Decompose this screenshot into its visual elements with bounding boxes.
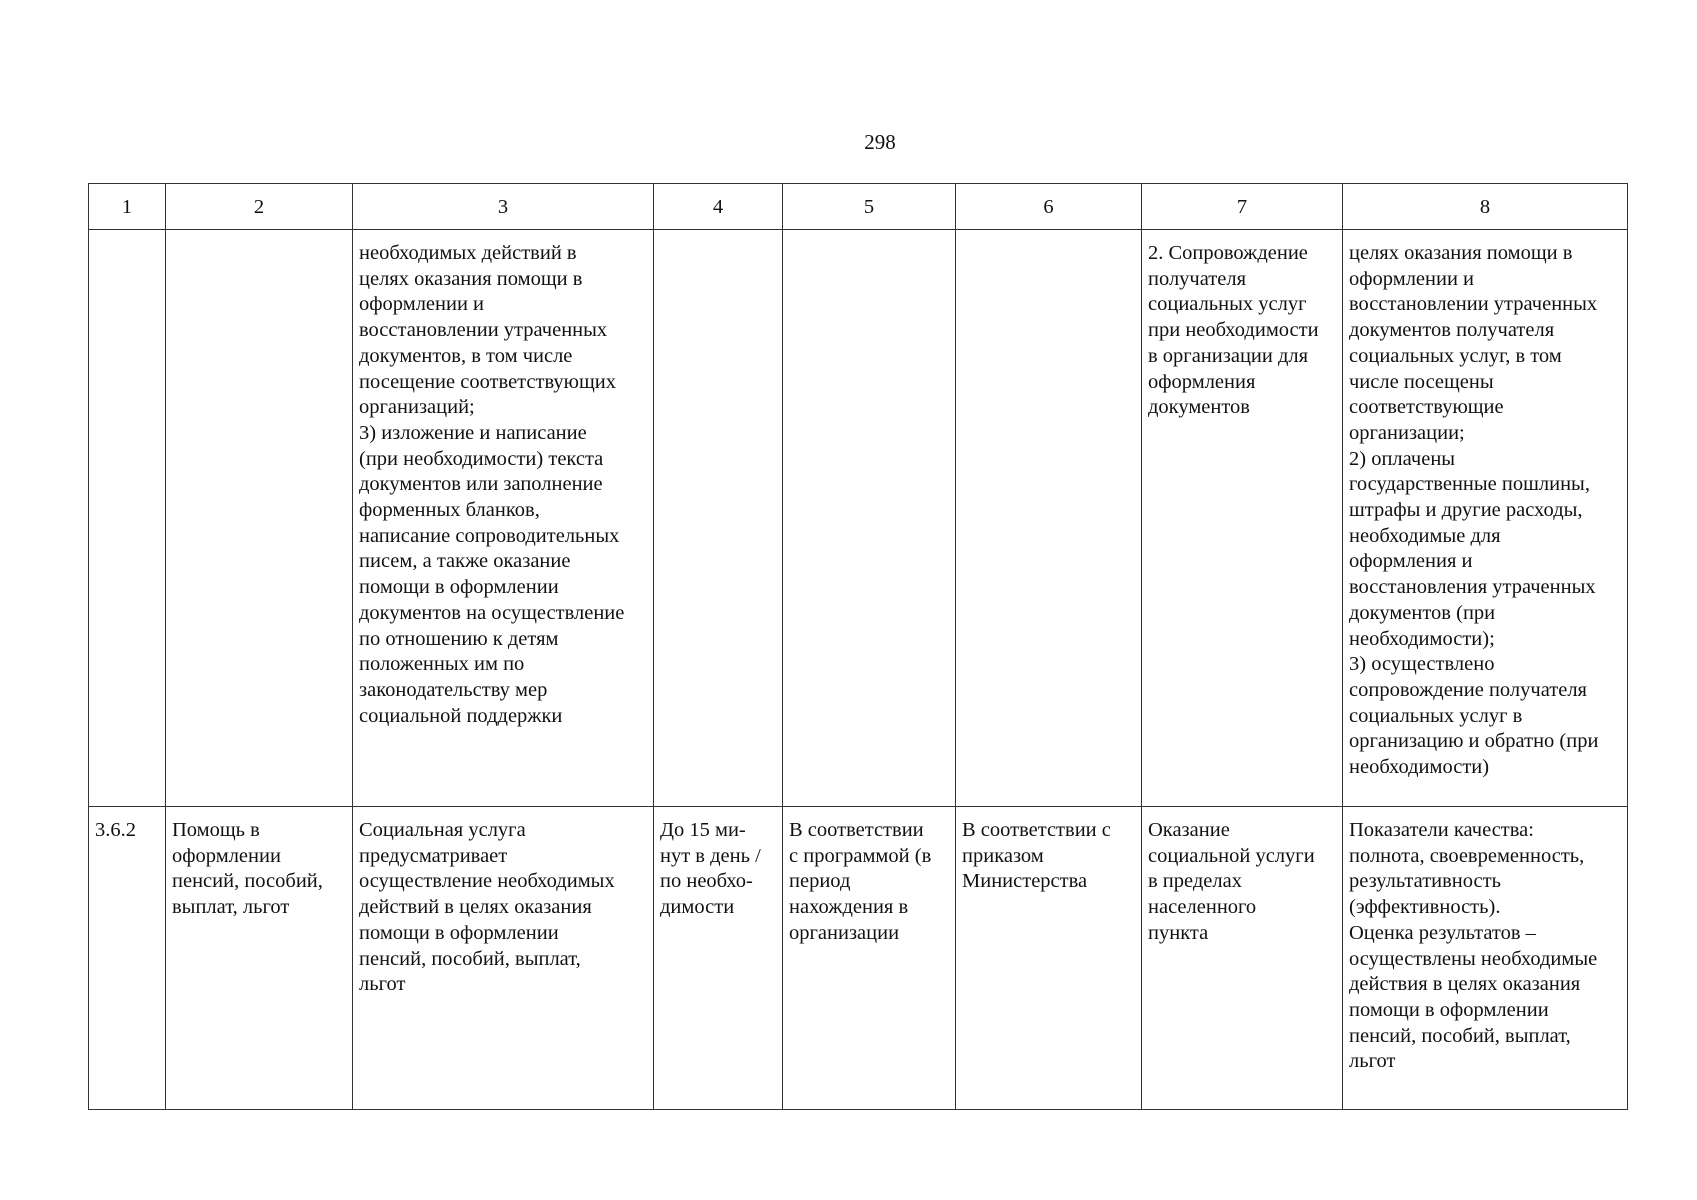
table-cell-duration	[654, 230, 783, 807]
column-number-7: 7	[1142, 184, 1343, 230]
table-cell-description: необходимых действий в целях оказания помощи в оформлении и восстановлении утраченных документов, в том числе посещение соответствующих организаций; 3) изложение и написание (при необходимости) текста документов или заполнение форменных бланков, написание сопроводительных писем, а также оказание помощи в оформлении документов на осуществление по отношению к детям положенных им по законодательству мер социальной поддержки	[353, 230, 654, 807]
table-cell-periodicity	[783, 230, 956, 807]
page-number: 298	[864, 130, 896, 154]
table-cell-conditions: Оказание социальной услуги в пределах населенного пункта	[1142, 807, 1343, 1110]
table-cell-service-name	[166, 230, 353, 807]
table-cell-tariff	[956, 230, 1142, 807]
table-cell-tariff: В соответствии с приказом Министерства	[956, 807, 1142, 1110]
column-number-1: 1	[89, 184, 166, 230]
table-cell-quality: целях оказания помощи в оформлении и восстановлении утраченных документов получателя социальных услуг, в том числе посещены соответствующие организации; 2) оплачены государственные пошлины, штрафы и другие расходы, необходимые для оформления и восстановления утраченных документов (при необходимости); 3) осуществлено сопровождение получателя социальных услуг в организацию и обратно (при необходимости)	[1343, 230, 1628, 807]
table-row-continuation	[89, 230, 1628, 807]
column-number-4: 4	[654, 184, 783, 230]
column-number-8: 8	[1343, 184, 1628, 230]
table-cell-number	[89, 230, 166, 807]
table-cell-periodicity: В соответствии с программой (в период нахождения в организации	[783, 807, 956, 1110]
column-number-2: 2	[166, 184, 353, 230]
table-cell-quality: Показатели качества: полнота, своевременность, результативность (эффективность). Оценка результатов – осуществлены необходимые действия в целях оказания помощи в оформлении пенсий, пособий, выплат, льгот	[1343, 807, 1628, 1110]
services-table	[88, 183, 1628, 1110]
table-cell-duration: До 15 ми- нут в день / по необхо- димости	[654, 807, 783, 1110]
column-number-3: 3	[353, 184, 654, 230]
table-cell-service-name: Помощь в оформлении пенсий, пособий, выплат, льгот	[166, 807, 353, 1110]
column-number-5: 5	[783, 184, 956, 230]
column-number-6: 6	[956, 184, 1142, 230]
table-cell-conditions: 2. Сопровождение получателя социальных услуг при необходимости в организации для оформления документов	[1142, 230, 1343, 807]
column-number-row	[89, 184, 1628, 230]
table-row-3-6-2	[89, 807, 1628, 1110]
table-cell-number: 3.6.2	[89, 807, 166, 1110]
table-cell-description: Социальная услуга предусматривает осуществление необходимых действий в целях оказания помощи в оформлении пенсий, пособий, выплат, льгот	[353, 807, 654, 1110]
